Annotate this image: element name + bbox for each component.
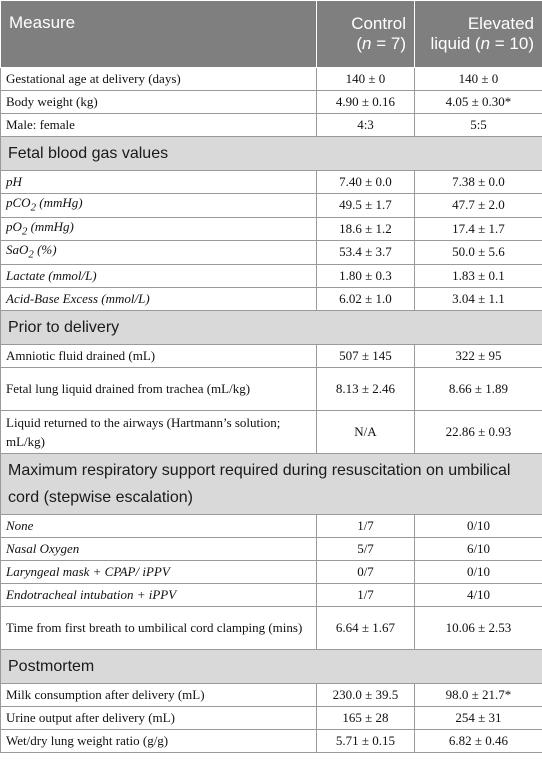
elevated-value: 4.05 ± 0.30*	[415, 91, 542, 114]
section-title: Prior to delivery	[1, 310, 542, 344]
control-value: 5/7	[317, 537, 415, 560]
label-subscript: 2	[21, 225, 28, 238]
elevated-value: 140 ± 0	[415, 68, 542, 91]
header-row	[1, 1, 542, 68]
header-control-n: n	[362, 34, 372, 53]
label-unit: (mmHg)	[35, 195, 83, 210]
row-label: Amniotic fluid drained (mL)	[1, 344, 317, 367]
table-row	[1, 583, 542, 606]
row-label	[1, 194, 317, 218]
header-elevated-count: = 10)	[490, 34, 534, 53]
control-value: 1/7	[317, 514, 415, 537]
table-row	[1, 171, 542, 194]
table-row	[1, 683, 542, 706]
control-value: 18.6 ± 1.2	[317, 217, 415, 241]
header-control-title: Control	[351, 14, 406, 33]
row-label: Wet/dry lung weight ratio (g/g)	[1, 729, 317, 752]
control-value: 0/7	[317, 560, 415, 583]
row-label: Gestational age at delivery (days)	[1, 68, 317, 91]
elevated-value: 4/10	[415, 583, 542, 606]
row-label: Acid-Base Excess (mmol/L)	[1, 287, 317, 310]
control-value: 7.40 ± 0.0	[317, 171, 415, 194]
row-label: Body weight (kg)	[1, 91, 317, 114]
table-row	[1, 217, 542, 241]
table-row	[1, 91, 542, 114]
row-label: Urine output after delivery (mL)	[1, 706, 317, 729]
row-label: Endotracheal intubation + iPPV	[1, 583, 317, 606]
elevated-value: 322 ± 95	[415, 344, 542, 367]
section-header-postmortem	[1, 649, 542, 683]
table-row	[1, 68, 542, 91]
label-main: pO	[6, 218, 22, 234]
row-label: pH	[1, 171, 317, 194]
table-row	[1, 264, 542, 287]
table-row	[1, 241, 542, 265]
table-row	[1, 344, 542, 367]
table-row	[1, 287, 542, 310]
control-value: N/A	[317, 410, 415, 453]
table-row	[1, 606, 542, 649]
label-main: pCO	[6, 195, 31, 210]
section-header-blood-gas	[1, 137, 542, 171]
table-row	[1, 537, 542, 560]
section-title: Fetal blood gas values	[1, 137, 542, 171]
section-header-prior-to-delivery	[1, 310, 542, 344]
elevated-value: 7.38 ± 0.0	[415, 171, 542, 194]
control-value: 5.71 ± 0.15	[317, 729, 415, 752]
control-value: 6.02 ± 1.0	[317, 287, 415, 310]
header-elevated-n: n	[480, 34, 491, 53]
table-row	[1, 706, 542, 729]
control-value: 6.64 ± 1.67	[317, 606, 415, 649]
label-subscript: 2	[28, 248, 34, 261]
elevated-value: 3.04 ± 1.1	[415, 287, 542, 310]
table-row	[1, 514, 542, 537]
control-value: 49.5 ± 1.7	[317, 194, 415, 218]
control-value: 1.80 ± 0.3	[317, 264, 415, 287]
elevated-value: 8.66 ± 1.89	[415, 367, 542, 410]
header-control-count: = 7)	[371, 34, 406, 53]
header-measure: Measure	[1, 1, 317, 68]
label-unit: (mmHg)	[27, 218, 74, 234]
label-unit: (%)	[33, 242, 57, 258]
control-value: 8.13 ± 2.46	[317, 367, 415, 410]
elevated-value: 10.06 ± 2.53	[415, 606, 542, 649]
label-subscript: 2	[30, 201, 36, 214]
row-label: Male: female	[1, 114, 317, 137]
control-value: 4.90 ± 0.16	[317, 91, 415, 114]
table-row	[1, 560, 542, 583]
elevated-value: 0/10	[415, 514, 542, 537]
header-elevated-line2: liquid (	[430, 34, 481, 53]
elevated-value: 22.86 ± 0.93	[415, 410, 542, 453]
control-value: 507 ± 145	[317, 344, 415, 367]
row-label: Nasal Oxygen	[1, 537, 317, 560]
header-control: Control (n = 7)	[317, 1, 415, 68]
elevated-value: 0/10	[415, 560, 542, 583]
control-value: 4:3	[317, 114, 415, 137]
elevated-value: 47.7 ± 2.0	[415, 194, 542, 218]
control-value: 230.0 ± 39.5	[317, 683, 415, 706]
control-value: 1/7	[317, 583, 415, 606]
row-label: Time from first breath to umbilical cord clamping (mins)	[1, 606, 317, 649]
row-label	[1, 217, 317, 241]
section-title: Maximum respiratory support required during resuscitation on umbilical cord (stepwise escalation)	[1, 453, 542, 514]
table-row	[1, 410, 542, 453]
table-row	[1, 729, 542, 752]
elevated-value: 6/10	[415, 537, 542, 560]
row-label: Fetal lung liquid drained from trachea (mL/kg)	[1, 367, 317, 410]
elevated-value: 17.4 ± 1.7	[415, 217, 542, 241]
section-header-respiratory-support	[1, 453, 542, 514]
table-row	[1, 194, 542, 218]
elevated-value: 5:5	[415, 114, 542, 137]
control-value: 165 ± 28	[317, 706, 415, 729]
row-label: None	[1, 514, 317, 537]
elevated-value: 6.82 ± 0.46	[415, 729, 542, 752]
header-elevated-title: Elevated	[467, 14, 534, 33]
control-value: 53.4 ± 3.7	[317, 241, 415, 265]
label-main: SaO	[6, 242, 29, 258]
elevated-value: 98.0 ± 21.7*	[415, 683, 542, 706]
section-title: Postmortem	[1, 649, 542, 683]
row-label	[1, 241, 317, 265]
row-label: Liquid returned to the airways (Hartmann’s solution; mL/kg)	[1, 410, 317, 453]
table-row	[1, 114, 542, 137]
elevated-value: 1.83 ± 0.1	[415, 264, 542, 287]
elevated-value: 50.0 ± 5.6	[415, 241, 542, 265]
table-row	[1, 367, 542, 410]
row-label: Milk consumption after delivery (mL)	[1, 683, 317, 706]
elevated-value: 254 ± 31	[415, 706, 542, 729]
control-value: 140 ± 0	[317, 68, 415, 91]
header-elevated	[415, 1, 542, 68]
row-label: Laryngeal mask + CPAP/ iPPV	[1, 560, 317, 583]
row-label: Lactate (mmol/L)	[1, 264, 317, 287]
